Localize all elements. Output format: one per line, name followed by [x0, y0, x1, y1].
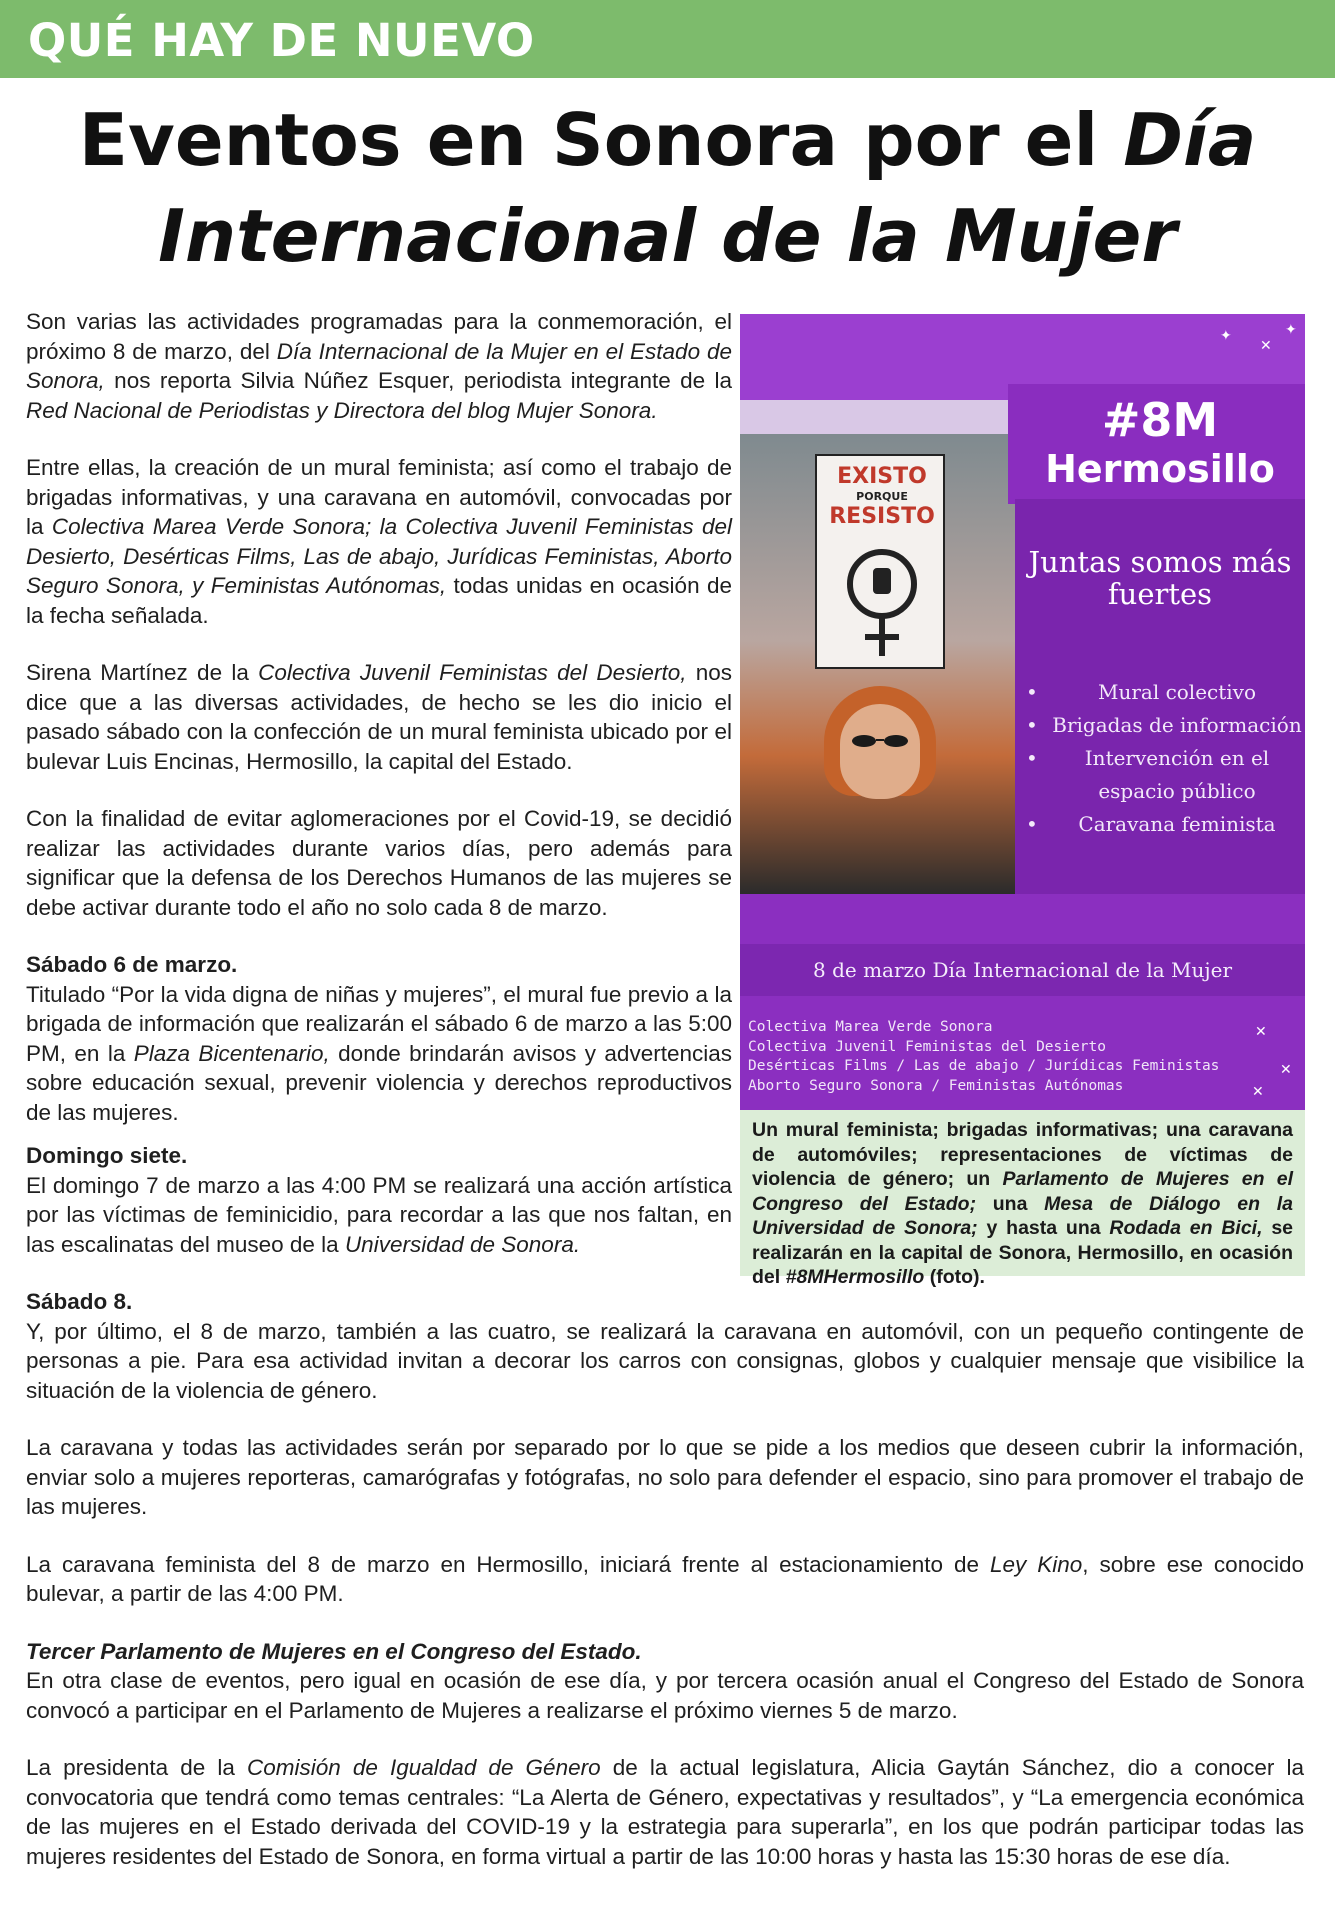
sparkle-icon: ✦: [1220, 328, 1232, 344]
sunglasses-icon: [850, 734, 910, 748]
text-run: Sirena Martínez de la: [26, 660, 259, 685]
text-run-italic: #8MHermosillo: [785, 1266, 925, 1288]
poster-date-line: 8 de marzo Día Internacional de la Mujer: [740, 944, 1305, 996]
text-run: , sobre ese conocido bulevar, a partir de las 4:00 PM.: [26, 1551, 1305, 1606]
section-saturday-6: [26, 950, 732, 1127]
paragraph-media: La caravana y todas las actividades serán por separado por lo que se pide a los medios que deseen cubrir la información, enviar solo a mujeres reporteras, camarógrafas y fotógrafas, no solo para defender el espacio, sino para promover el trabajo de las mujeres.: [26, 1435, 1304, 1519]
subhead-saturday-6: Sábado 6 de marzo.: [26, 952, 238, 977]
poster-title: [1015, 394, 1305, 492]
text-run-italic: Red Nacional de Periodistas y Directora del blog Mujer Sonora.: [26, 397, 658, 423]
text-run: Un mural feminista; brigadas informativas; una caravana de automóviles; representaciones de víctimas de violencia de género; un: [752, 1119, 1293, 1190]
text-run: donde brindarán avisos y advertencias sobre educación sexual, prevenir violencia y derechos reproductivos de las mujeres.: [26, 1040, 732, 1125]
subhead-saturday-8: Sábado 8.: [26, 1289, 133, 1314]
poster-hashtag: #8M: [1101, 393, 1219, 447]
headline-part1: Eventos en Sonora por el: [78, 98, 1124, 182]
text-run-italic: Colectiva Marea Verde Sonora; la Colectiva Juvenil Feministas del Desierto, Desérticas Films, Las de abajo, Jurídicas Feministas, Aborto Seguro Sonora, y Feministas Autónomas,: [26, 514, 732, 598]
sign-text-porque: PORQUE: [856, 490, 908, 503]
sparkle-icon: ✕: [1255, 1024, 1267, 1040]
poster-face: [840, 704, 920, 799]
text-run: una: [976, 1192, 1045, 1215]
paragraph-organizers: [26, 453, 732, 630]
text-run: (foto).: [924, 1266, 985, 1288]
poster-activity-list: [1022, 676, 1302, 841]
poster-activity: • Intervención en el espacio público: [1022, 742, 1302, 808]
text-run: Y, por último, el 8 de marzo, también a las cuatro, se realizará la caravana en automóvil, con un pequeño contingente de personas a pie. Para esa actividad invitan a decorar los carros con consignas, globos y cualquier mensaje que visibilice la situación de la violencia de género.: [26, 1318, 1304, 1403]
paragraph-caravan-start: [26, 1550, 1304, 1609]
sign-text-resisto: RESISTO: [829, 504, 935, 529]
event-poster-image: [740, 314, 1305, 1110]
poster-city: Hermosillo: [1045, 447, 1275, 491]
paragraph-intro: [26, 307, 732, 425]
poster-organizations: [748, 1018, 1248, 1096]
paragraph-commission: [26, 1753, 1304, 1871]
text-run: de la actual legislatura, Alicia Gaytán Sánchez, dio a conocer la convocatoria que tendrá como temas centrales: “La Alerta de Género, expectativas y resultados”, y “La emergencia económica de las mujeres en el Estado derivada del COVID-19 y la estrategia para superarla”, en los que podrán participar todas las mujeres residentes del Estado de Sonora, en forma virtual a partir de las 10:00 horas y hasta las 15:30 horas de ese día.: [26, 1755, 1304, 1869]
text-run: La presidenta de la: [26, 1755, 248, 1780]
photo-caption: [740, 1110, 1305, 1288]
protest-sign: [815, 454, 945, 669]
poster-org: Colectiva Juvenil Feministas del Desierto: [748, 1038, 1106, 1055]
section-parliament: [26, 1637, 1304, 1726]
headline-part2: Día Internacional de la Mujer: [158, 98, 1257, 278]
paragraph-covid: Con la finalidad de evitar aglomeraciones por el Covid-19, se decidió realizar las actividades durante varios días, pero además para significar que la defensa de los Derechos Humanos de las mujeres se debe activar durante todo el año no solo cada 8 de marzo.: [26, 806, 732, 920]
sparkle-icon: ✕: [1252, 1084, 1264, 1100]
subhead-parliament: Tercer Parlamento de Mujeres en el Congreso del Estado.: [26, 1638, 642, 1664]
section-banner: [0, 0, 1335, 78]
sign-text-existo: EXISTO: [837, 464, 927, 489]
text-run: Entre ellas, la creación de un mural feminista; así como el trabajo de brigadas informativas, y una caravana en automóvil, convocadas por la: [26, 455, 732, 539]
text-run: En otra clase de eventos, pero igual en ocasión de ese día, y por tercera ocasión anual el Congreso del Estado de Sonora convocó a participar en el Parlamento de Mujeres a realizarse el próximo viernes 5 de marzo.: [26, 1668, 1304, 1723]
section-sunday: [26, 1141, 732, 1259]
text-run: Titulado “Por la vida digna de niñas y mujeres”, el mural fue previo a la brigada de información que realizarán el sábado 6 de marzo a las 5:00 PM, en la: [26, 981, 732, 1066]
text-run-italic: Parlamento de Mujeres en el Congreso del Estado;: [752, 1168, 1293, 1215]
full-width-column: [26, 1287, 1304, 1871]
section-saturday-8: [26, 1287, 1304, 1405]
paragraph-mural: [26, 658, 732, 776]
text-run: El domingo 7 de marzo a las 4:00 PM se realizará una acción artística por las víctimas de feminicidio, para recordar a las que nos faltan, en las escalinatas del museo de la: [26, 1172, 732, 1257]
text-run-italic: Mesa de Diálogo en la Universidad de Sonora;: [752, 1192, 1293, 1239]
text-run: nos dice que a las diversas actividades, de hecho se les dio inicio el pasado sábado con la confección de un mural feminista ubicado por el bulevar Luis Encinas, Hermosillo, la capital del Estado.: [26, 660, 732, 774]
text-run-italic: Comisión de Igualdad de Género: [247, 1755, 601, 1780]
text-run: Son varias las actividades programadas para la conmemoración, el próximo 8 de marzo, del: [26, 309, 732, 364]
poster-org: Desérticas Films / Las de abajo / Jurídicas Feministas: [748, 1058, 1220, 1074]
text-run-italic: Universidad de Sonora.: [344, 1231, 581, 1257]
feminist-fist-icon: [837, 542, 927, 662]
text-run: todas unidas en ocasión de la fecha señalada.: [26, 573, 732, 628]
text-run: se realizarán en la capital de Sonora, Hermosillo, en ocasión del: [752, 1217, 1294, 1288]
poster-activity: • Mural colectivo: [1022, 676, 1302, 709]
poster-org: Aborto Seguro Sonora / Feministas Autónomas: [748, 1077, 1124, 1094]
sparkle-icon: ✕: [1260, 338, 1272, 354]
text-run: La caravana feminista del 8 de marzo en Hermosillo, iniciará frente al estacionamiento de: [26, 1551, 990, 1577]
text-run-italic: Día Internacional de la Mujer en el Estado de Sonora,: [26, 338, 732, 393]
text-run: y hasta una: [977, 1217, 1110, 1239]
poster-activity: • Brigadas de información: [1022, 709, 1302, 742]
article-headline: [0, 92, 1335, 284]
poster-activity: • Caravana feminista: [1022, 808, 1302, 841]
text-run-italic: Rodada en Bici,: [1109, 1217, 1263, 1239]
poster-slogan: Juntas somos más fuertes: [1028, 545, 1292, 611]
text-run-italic: Colectiva Juvenil Feministas del Desierto,: [258, 660, 687, 685]
sparkle-icon: ✦: [1285, 322, 1297, 338]
subhead-sunday: Domingo siete.: [26, 1143, 188, 1168]
sparkle-icon: ✕: [1280, 1062, 1292, 1078]
text-run: nos reporta Silvia Núñez Esquer, periodista integrante de la: [104, 368, 732, 393]
left-column: [26, 307, 732, 1259]
section-label: QUÉ HAY DE NUEVO: [28, 14, 535, 67]
text-run-italic: Ley Kino: [989, 1551, 1083, 1577]
poster-org: Colectiva Marea Verde Sonora: [748, 1019, 993, 1035]
text-run-italic: Plaza Bicentenario,: [133, 1040, 330, 1066]
